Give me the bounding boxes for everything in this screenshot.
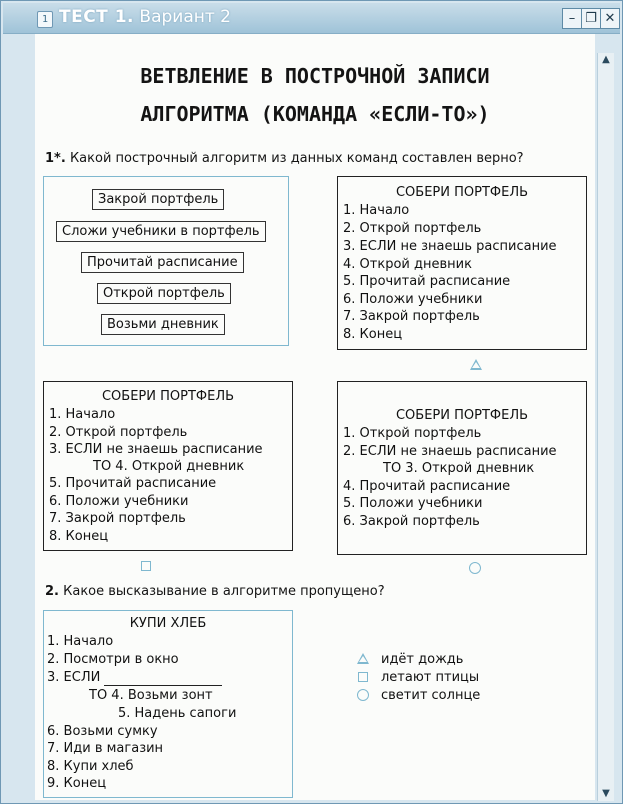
page-title-line1: ВЕТВЛЕНИЕ В ПОСТРОЧНОЙ ЗАПИСИ xyxy=(140,64,490,88)
algorithm-line: 6. Закрой портфель xyxy=(343,514,480,529)
algorithm-line: 6. Положи учебники xyxy=(343,292,483,307)
question-1 xyxy=(45,151,524,166)
algorithm-line: ТО 4. Открой дневник xyxy=(93,459,245,474)
algorithm-line: 5. Надень сапоги xyxy=(118,706,237,721)
restore-button[interactable]: ❐ xyxy=(581,8,601,29)
algorithm-line: 2. Открой портфель xyxy=(49,425,188,440)
answer-option[interactable] xyxy=(355,669,555,687)
square-answer-marker[interactable] xyxy=(358,672,368,682)
algorithm-line: 6. Положи учебники xyxy=(49,494,189,509)
title-test-number: ТЕСТ 1. xyxy=(59,7,134,27)
commands-box xyxy=(43,176,289,346)
command-card: Прочитай расписание xyxy=(81,252,244,273)
scroll-down-icon[interactable]: ▼ xyxy=(602,788,610,799)
algorithm-line: ТО 4. Возьми зонт xyxy=(89,688,213,703)
command-card: Возьми дневник xyxy=(101,314,225,335)
algorithm-line: 1. Открой портфель xyxy=(343,426,482,441)
circle-answer-marker[interactable] xyxy=(357,689,369,701)
answer-text: летают птицы xyxy=(381,670,480,685)
algorithm-line: 6. Возьми сумку xyxy=(47,724,158,739)
command-card: Закрой портфель xyxy=(92,189,224,210)
command-card: Сложи учебники в портфель xyxy=(56,221,266,242)
title-bar[interactable] xyxy=(3,3,620,34)
triangle-answer-marker[interactable] xyxy=(357,653,369,664)
missing-condition-blank xyxy=(104,672,222,686)
option-a-title: СОБЕРИ ПОРТФЕЛЬ xyxy=(395,185,529,200)
algorithm-line: 7. Закрой портфель xyxy=(49,511,186,526)
option-b-title: СОБЕРИ ПОРТФЕЛЬ xyxy=(101,389,235,404)
triangle-answer-marker[interactable] xyxy=(470,359,482,370)
algorithm-line: ТО 3. Открой дневник xyxy=(383,461,535,476)
question-2-text: Какое высказывание в алгоритме пропущено? xyxy=(63,584,385,599)
answer-option[interactable] xyxy=(355,651,555,669)
algorithm-line xyxy=(47,669,222,686)
option-b-box xyxy=(43,381,293,551)
option-c-title: СОБЕРИ ПОРТФЕЛЬ xyxy=(395,408,529,423)
algorithm-title: КУПИ ХЛЕБ xyxy=(129,616,207,631)
page-content xyxy=(35,34,595,800)
option-a-box xyxy=(337,176,587,350)
algorithm-line: 5. Прочитай расписание xyxy=(343,274,511,289)
question-1-text: Какой построчный алгоритм из данных команд составлен верно? xyxy=(69,151,524,166)
question-2 xyxy=(45,584,385,599)
option-c-box xyxy=(337,381,587,555)
algorithm-line: 4. Открой дневник xyxy=(343,257,472,272)
answer-option[interactable] xyxy=(355,687,555,705)
algorithm-line: 5. Положи учебники xyxy=(343,496,483,511)
algorithm-line: 2. Посмотри в окно xyxy=(47,652,179,667)
algorithm-line: 2. ЕСЛИ не знаешь расписание xyxy=(343,444,557,459)
algorithm-box xyxy=(43,610,293,798)
answer-text: светит солнце xyxy=(381,688,481,703)
question-2-number: 2. xyxy=(45,584,59,599)
app-icon: 1 xyxy=(37,11,53,28)
algorithm-line: 1. Начало xyxy=(49,407,116,422)
algorithm-line: 2. Открой портфель xyxy=(343,221,482,236)
algorithm-line: 3. ЕСЛИ не знаешь расписание xyxy=(343,239,557,254)
close-button[interactable]: ✕ xyxy=(600,8,620,29)
algorithm-line: 3. ЕСЛИ не знаешь расписание xyxy=(49,442,263,457)
square-answer-marker[interactable] xyxy=(141,561,151,571)
title-variant: Вариант 2 xyxy=(139,7,231,27)
algorithm-line: 1. Начало xyxy=(343,203,410,218)
circle-answer-marker[interactable] xyxy=(469,562,481,574)
algorithm-line: 1. Начало xyxy=(47,634,114,649)
algorithm-line: 8. Купи хлеб xyxy=(47,759,134,774)
vertical-scrollbar[interactable] xyxy=(597,53,614,801)
minimize-button[interactable]: – xyxy=(562,8,582,29)
window-title xyxy=(59,7,231,27)
algorithm-line: 7. Иди в магазин xyxy=(47,741,164,756)
answer-text: идёт дождь xyxy=(381,652,464,667)
algorithm-line: 4. Прочитай расписание xyxy=(343,479,511,494)
algorithm-line: 9. Конец xyxy=(47,776,107,791)
if-keyword: 3. ЕСЛИ xyxy=(47,670,101,685)
question-1-number: 1*. xyxy=(45,151,66,166)
algorithm-line: 8. Конец xyxy=(343,327,403,342)
scroll-up-icon[interactable]: ▲ xyxy=(602,54,610,65)
page-title-line2: АЛГОРИТМА (КОМАНДА «ЕСЛИ-ТО») xyxy=(140,102,490,126)
algorithm-line: 5. Прочитай расписание xyxy=(49,476,217,491)
algorithm-line: 7. Закрой портфель xyxy=(343,309,480,324)
algorithm-line: 8. Конец xyxy=(49,529,109,544)
command-card: Открой портфель xyxy=(97,283,231,304)
